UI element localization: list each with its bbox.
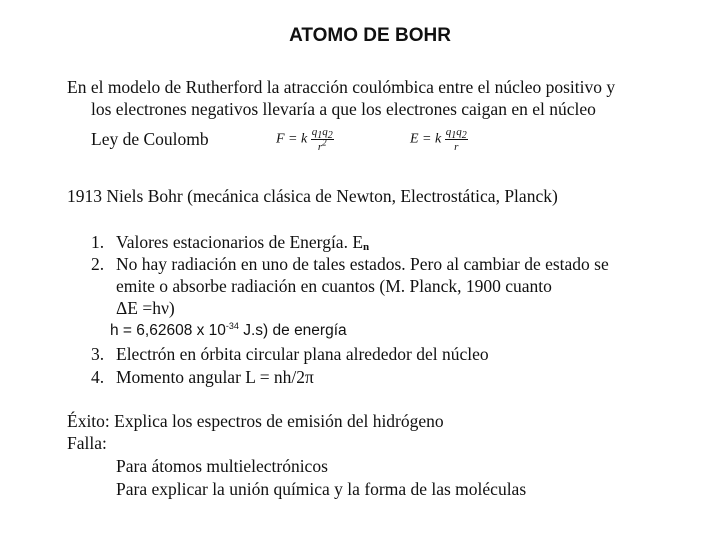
- intro-line-2: los electrones negativos llevaría a que los electrones caigan en el núcleo: [91, 99, 596, 119]
- exito-line: Éxito: Explica los espectros de emisión del hidrógeno: [67, 411, 444, 431]
- list-item-2-line-3: ΔE =hν): [116, 298, 175, 318]
- falla-item-1: Para átomos multielectrónicos: [116, 456, 328, 476]
- force-lhs: F = k: [276, 131, 308, 147]
- list-item-1-subscript: n: [363, 241, 370, 253]
- list-item-2-line-1: No hay radiación en uno de tales estados. Pero al cambiar de estado se: [116, 254, 609, 274]
- energy-lhs: E = k: [410, 131, 442, 147]
- bohr-1913-line: 1913 Niels Bohr (mecánica clásica de Newton, Electrostática, Planck): [67, 186, 558, 206]
- coulomb-energy-formula: [410, 126, 468, 153]
- coulomb-force-formula: [276, 126, 334, 153]
- page-title: ATOMO DE BOHR: [289, 25, 451, 46]
- list-item-2-line-4: [110, 320, 347, 342]
- energy-denominator: r: [454, 141, 459, 153]
- force-numerator: $q_1q_2$: [311, 126, 333, 142]
- planck-constant-post: J.s) de energía: [238, 322, 347, 339]
- coulomb-label: Ley de Coulomb: [91, 129, 209, 149]
- force-denominator: $r^2$: [317, 137, 327, 153]
- list-item-2-number: 2.: [91, 254, 105, 274]
- list-item-1-text: Valores estacionarios de Energía. E: [116, 232, 364, 252]
- energy-numerator: $q_1q_2$: [445, 126, 467, 142]
- list-item-4-number: 4.: [91, 367, 105, 387]
- intro-line-1: En el modelo de Rutherford la atracción coulómbica entre el núcleo positivo y: [67, 77, 616, 97]
- falla-label: Falla:: [67, 433, 107, 453]
- planck-constant-pre: h = 6,62608 x 10: [110, 322, 226, 339]
- list-item-3-number: 3.: [91, 344, 105, 364]
- list-item-1-number: 1.: [91, 232, 105, 252]
- list-item-4-text: Momento angular L = nh/2π: [116, 367, 314, 387]
- planck-constant-exponent: -34: [225, 320, 239, 331]
- list-item-3-text: Electrón en órbita circular plana alrededor del núcleo: [116, 344, 489, 364]
- list-item-2-line-2: emite o absorbe radiación en cuantos (M. Planck, 1900 cuanto: [116, 276, 552, 296]
- falla-item-2: Para explicar la unión química y la forma de las moléculas: [116, 479, 527, 499]
